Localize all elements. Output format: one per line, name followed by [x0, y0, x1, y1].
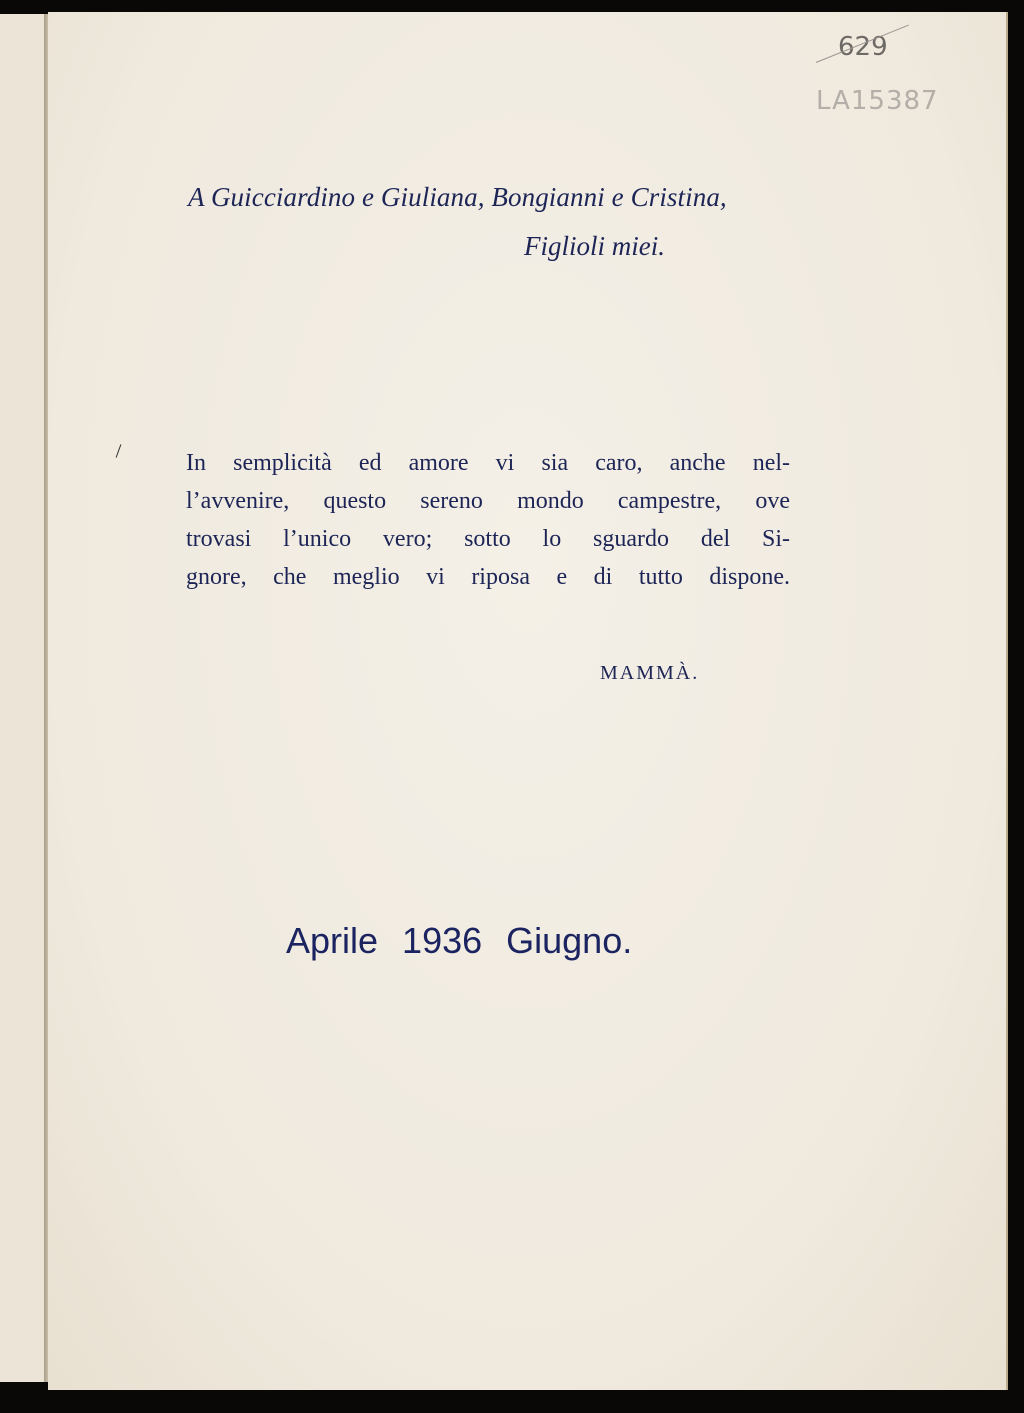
stray-mark — [116, 444, 122, 457]
date-range: Aprile 1936 Giugno. — [286, 920, 633, 961]
dedication — [188, 182, 828, 262]
left-page-edge — [0, 14, 47, 1382]
paragraph-line: trovasi l’unico vero; sotto lo sguardo del Si- — [186, 526, 790, 552]
dedication-paragraph — [186, 444, 790, 596]
pencil-catalog-number: LA15387 — [816, 86, 939, 116]
paragraph-line: gnore, che meglio vi riposa e di tutto dispone. — [186, 564, 790, 590]
dedication-line-1: A Guicciardino e Giuliana, Bongianni e Cristina, — [188, 182, 727, 212]
pencil-number-struck: 629 — [838, 32, 888, 62]
signature: MAMMÀ. — [600, 662, 700, 684]
paragraph-line: l’avvenire, questo sereno mondo campestre, ove — [186, 488, 790, 514]
dedication-line-2: Figlioli miei. — [524, 231, 665, 261]
paragraph-line: In semplicità ed amore vi sia caro, anche nel- — [186, 450, 790, 476]
book-page — [48, 12, 1008, 1390]
